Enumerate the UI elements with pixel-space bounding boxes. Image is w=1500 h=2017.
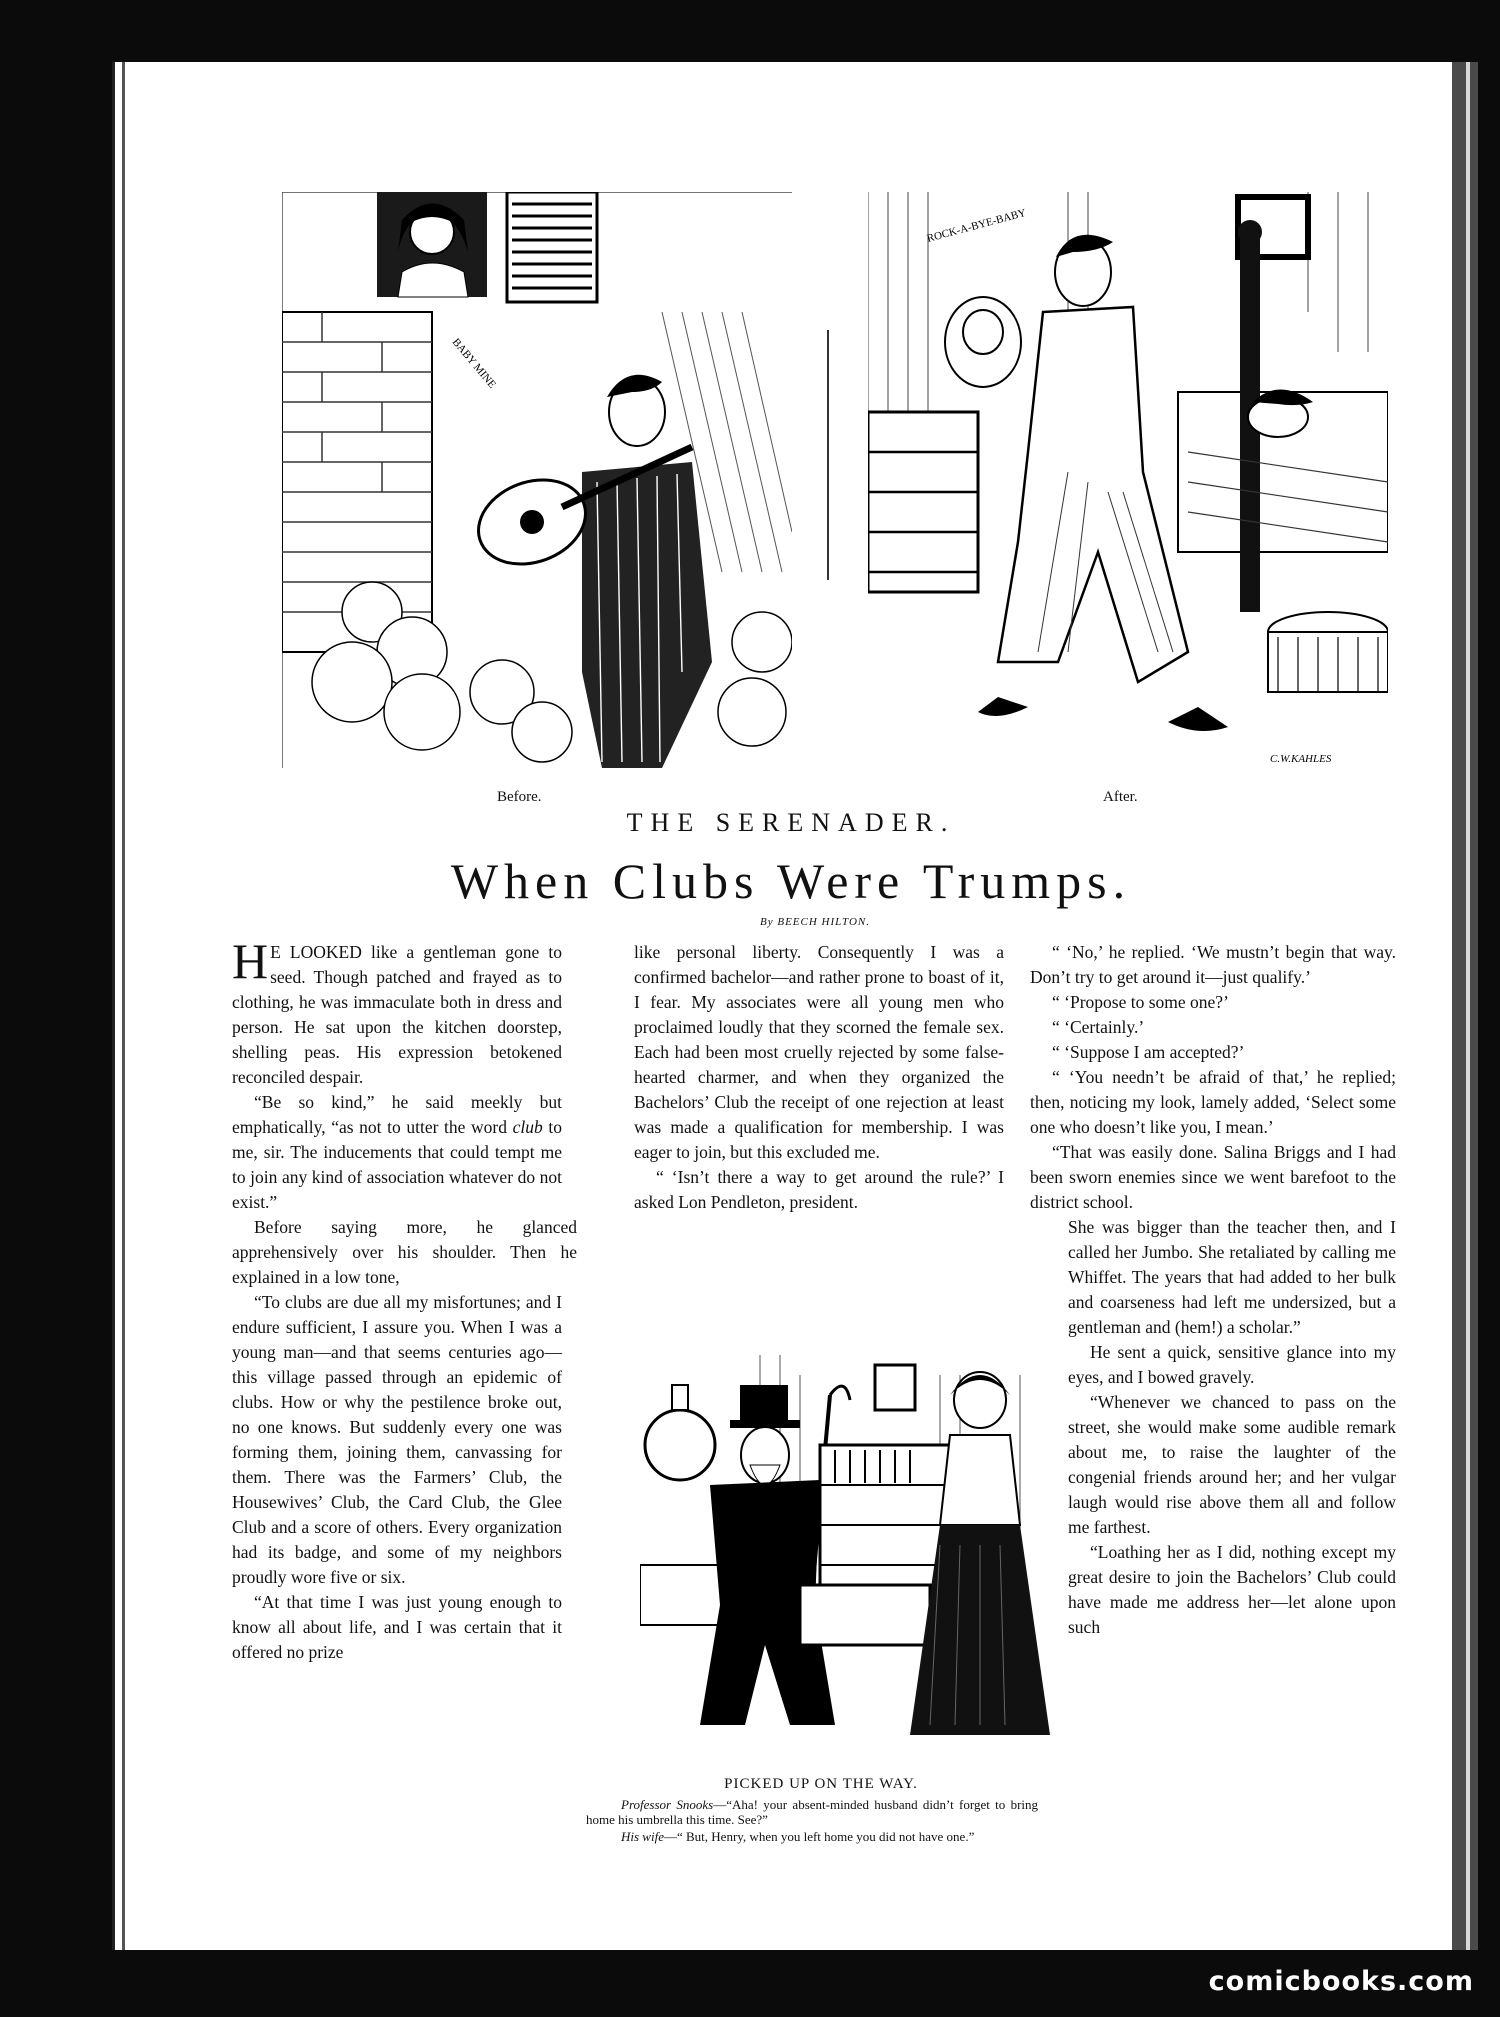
article-byline: By BEECH HILTON. — [760, 916, 870, 928]
song-lyric-text: ROCK-A-BYE-BABY — [925, 206, 1028, 245]
cartoon-title: THE SERENADER. — [626, 808, 956, 837]
paragraph: “Whenever we chanced to pass on the street, she would make some audible remark about me, to raise the laughter of the congenial friends around her; and her vulgar laugh would rise above them all and follow me farthest. — [1068, 1392, 1396, 1537]
paragraph: “ ‘No,’ he replied. ‘We mustn’t begin that way. Don’t try to get around it—just qualify.’ — [1030, 942, 1396, 987]
page-binding-right — [1452, 62, 1478, 1950]
illustration-before — [282, 192, 792, 768]
paragraph: “ ‘Propose to some one?’ — [1052, 992, 1229, 1012]
speaker-name: Professor Snooks — [621, 1797, 714, 1812]
paragraph: “ ‘Isn’t there a way to get around the rule?’ I asked Lon Pendleton, president. — [634, 1167, 1004, 1212]
paragraph: “At that time I was just young enough to know all about life, and I was certain that it offered no prize — [232, 1592, 562, 1662]
paragraph: “To clubs are due all my misfortunes; and I endure sufficient, I assure you. When I was a young man—and that seems centuries ago—this village passed through an epidemic of clubs. How or why the pestilence broke out, no one knows. But suddenly every one was forming them, joining them, canvassing for them. There was the Farmers’ Club, the Housewives’ Club, the Card Club, the Glee Club and a score of others. Every organization had its badge, and some of my neighbors proudly wore five or six. — [232, 1292, 562, 1587]
artist-signature: C.W.KAHLES — [1270, 753, 1332, 765]
paragraph — [232, 933, 562, 1090]
drop-cap: H — [232, 933, 269, 989]
paragraph: “That was easily done. Salina Briggs and I had been sworn enemies since we went barefoot to the district school. — [1030, 1142, 1396, 1212]
italic-word: club — [512, 1117, 543, 1137]
paragraph-text: “Be so kind,” he said meekly but emphatically, “as not to utter the word — [232, 1092, 562, 1137]
paragraph: “Loathing her as I did, nothing except my great desire to join the Bachelors’ Club could have made me address her—let alone upon such — [1068, 1542, 1396, 1637]
inset-dialogue-1 — [586, 1797, 1038, 1827]
inset-dialogue-2 — [586, 1829, 1038, 1844]
dialogue-text: —“ But, Henry, when you left home you did not have one.” — [663, 1829, 975, 1844]
paragraph: “ ‘Certainly.’ — [1052, 1017, 1145, 1037]
speaker-name: His wife — [621, 1829, 664, 1844]
paragraph-text: to me, sir. The inducements that could tempt me to join any kind of association whatever do not exist.” — [232, 1117, 562, 1212]
paragraph: She was bigger than the teacher then, and I called her Jumbo. She retaliated by calling me Whiffet. The years that had added to her bulk and coarseness had left me undersized, but a gentleman and (hem!) a scholar.” — [1068, 1217, 1396, 1337]
page-edge-line — [122, 62, 125, 1950]
inset-cartoon — [640, 1355, 1070, 1765]
paragraph: “ ‘You needn’t be afraid of that,’ he replied; then, noticing my look, lamely added, ‘Select some one who doesn’t like you, I mean.’ — [1030, 1067, 1396, 1137]
article-title: When Clubs Were Trumps. — [450, 853, 1132, 909]
inset-cartoon-title: PICKED UP ON THE WAY. — [724, 1776, 918, 1792]
article-column-2 — [634, 940, 1004, 1215]
paragraph-text: E LOOKED like a gentleman gone to seed. Though patched and frayed as to clothing, he was immaculate both in dress and person. He sat upon the kitchen doorstep, shelling peas. His expression betokened reconciled despair. — [232, 942, 562, 1087]
paragraph: He sent a quick, sensitive glance into my eyes, and I bowed gravely. — [1068, 1342, 1396, 1387]
after-caption: After. — [1103, 789, 1138, 805]
paragraph: like personal liberty. Consequently I was a confirmed bachelor—and rather prone to boast of it, I fear. My associates were all young men who proclaimed loudly that they scorned the female sex. Each had been most cruelly rejected by some false-hearted charmer, and when they organized the Bachelors’ Club the receipt of one rejection at least was made a qualification for membership. I was eager to join, but this excluded me. — [634, 942, 1004, 1162]
dialogue-text: —“Aha! your absent-minded husband didn’t forget to bring home his umbrella this time. See?” — [586, 1797, 1039, 1827]
paragraph — [232, 1090, 562, 1215]
page-binding-stripe — [1466, 62, 1470, 1950]
illustration-divider — [827, 330, 829, 580]
before-caption: Before. — [497, 789, 542, 805]
paragraph: “ ‘Suppose I am accepted?’ — [1052, 1042, 1245, 1062]
article-column-1 — [232, 933, 577, 1665]
paragraph: Before saying more, he glanced apprehensively over his shoulder. Then he explained in a low tone, — [232, 1217, 577, 1287]
article-column-3 — [1030, 940, 1396, 1640]
site-watermark: comicbooks.com — [1208, 1966, 1474, 1997]
song-lyric-text: BABY MINE — [449, 336, 499, 391]
illustration-after — [868, 192, 1388, 768]
